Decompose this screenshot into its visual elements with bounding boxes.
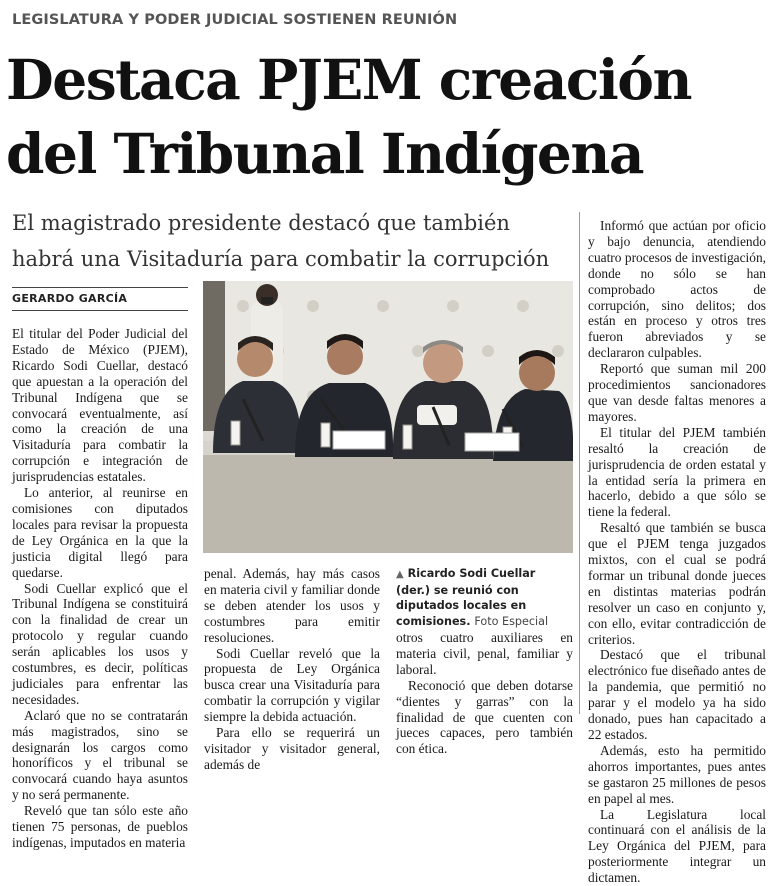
paragraph: Reportó que suman mil 200 procedimientos sancionadores que van desde faltas menores a mayores. (588, 361, 766, 424)
byline-rule-bottom (12, 310, 188, 311)
meeting-photo-illustration (203, 281, 573, 553)
press-photo (203, 281, 573, 553)
column-divider-right (579, 212, 580, 714)
paragraph: El titular del Poder Judicial del Estado de México (PJEM), Ricardo Sodi Cuellar, destacó que apuestan a la operación del Tribunal Indígena que se convocará eventualmente, así como la creación de una Visitaduría para combatir la corrupción e integración de jurisprudencias estatales. (12, 326, 188, 485)
paragraph: Reconoció que deben dotarse “dientes y garras” con la finalidad de que cuenten con jueces capaces, pero también con ética. (396, 677, 573, 757)
byline: GERARDO GARCÍA (12, 292, 128, 305)
photo-credit: Foto Especial (474, 614, 549, 628)
headline-line-1: Destaca PJEM creación (6, 47, 691, 112)
paragraph: Lo anterior, al reunirse en comisiones con diputados locales para revisar la propuesta de Ley Orgánica en la que la justicia digital llegó para quedarse. (12, 485, 188, 580)
paragraph: Aclaró que no se contratarán más magistrados, sino se designarán los cargos como honoríficos y el tribunal se convocará cuando haya asuntos y no será permanente. (12, 707, 188, 803)
paragraph: Destacó que el tribunal electrónico fue diseñado antes de la pandemia, que permitió no parar y el modelo ya ha sido donado, pues han capacitado a 22 estados. (588, 647, 766, 742)
headline-line-2: del Tribunal Indígena (6, 121, 644, 186)
paragraph: penal. Además, hay más casos en materia civil y familiar donde se deben atender los usos y costumbres para emitir resoluciones. (204, 566, 380, 645)
byline-rule-top (12, 287, 188, 288)
paragraph: Reveló que tan sólo este año tienen 75 personas, de pueblos indígenas, imputados en materia (12, 803, 188, 850)
paragraph: otros cuatro auxiliares en materia civil, penal, familiar y laboral. (396, 630, 573, 677)
column-3 (396, 630, 573, 757)
paragraph: Informó que actúan por oficio y bajo denuncia, atendiendo cuatro procesos de investigación, donde no sólo se han comprobado actos de corrupción, sino delitos; dos están en proceso y otros tres fueron abreviados y se declararon culpables. (588, 218, 766, 361)
kicker: LEGISLATURA Y PODER JUDICIAL SOSTIENEN REUNIÓN (12, 12, 458, 28)
paragraph: Además, esto ha permitido ahorros importantes, pues antes se gastaron 25 millones de pesos en papel al mes. (588, 742, 766, 806)
paragraph: Resaltó que también se busca que el PJEM tenga juzgados mixtos, con el cual se podrá formar un tribunal donde jueces en distintas materias podrán resolver un caso en conjunto y, con ello, evitar contradicción de criterios. (588, 520, 766, 647)
photo-caption (396, 566, 573, 629)
paragraph: Sodi Cuellar reveló que la propuesta de Ley Orgánica busca crear una Visitaduría para combatir la corrupción y vigilar siempre la debida actuación. (204, 645, 380, 725)
paragraph: Para ello se requerirá un visitador y visitador general, además de (204, 725, 380, 772)
paragraph: La Legislatura local continuará con el análisis de la Ley Orgánica del PJEM, para posteriormente integrar un dictamen. (588, 806, 766, 886)
caption-text: Ricardo Sodi Cuellar (der.) se reunió con diputados locales en comisiones. (396, 567, 536, 628)
paragraph: El titular del PJEM también resaltó la creación de jurisprudencia de orden estatal y la entidad sería la primera en hacerlo, debido a que sólo se tiene la federal. (588, 424, 766, 520)
paragraph: Sodi Cuellar explicó que el Tribunal Indígena se constituirá con la finalidad de crear un protocolo y regular cuando serán aplicables los usos y costumbres, es decir, políticas judiciales para enfrentar las necesidades. (12, 580, 188, 707)
column-2 (204, 566, 380, 773)
deck-line-1: El magistrado presidente destacó que también (12, 211, 510, 235)
column-4 (588, 218, 766, 886)
caption-triangle-icon: ▲ (396, 569, 404, 580)
column-1 (12, 326, 188, 851)
deck-line-2: habrá una Visitaduría para combatir la corrupción (12, 247, 550, 271)
